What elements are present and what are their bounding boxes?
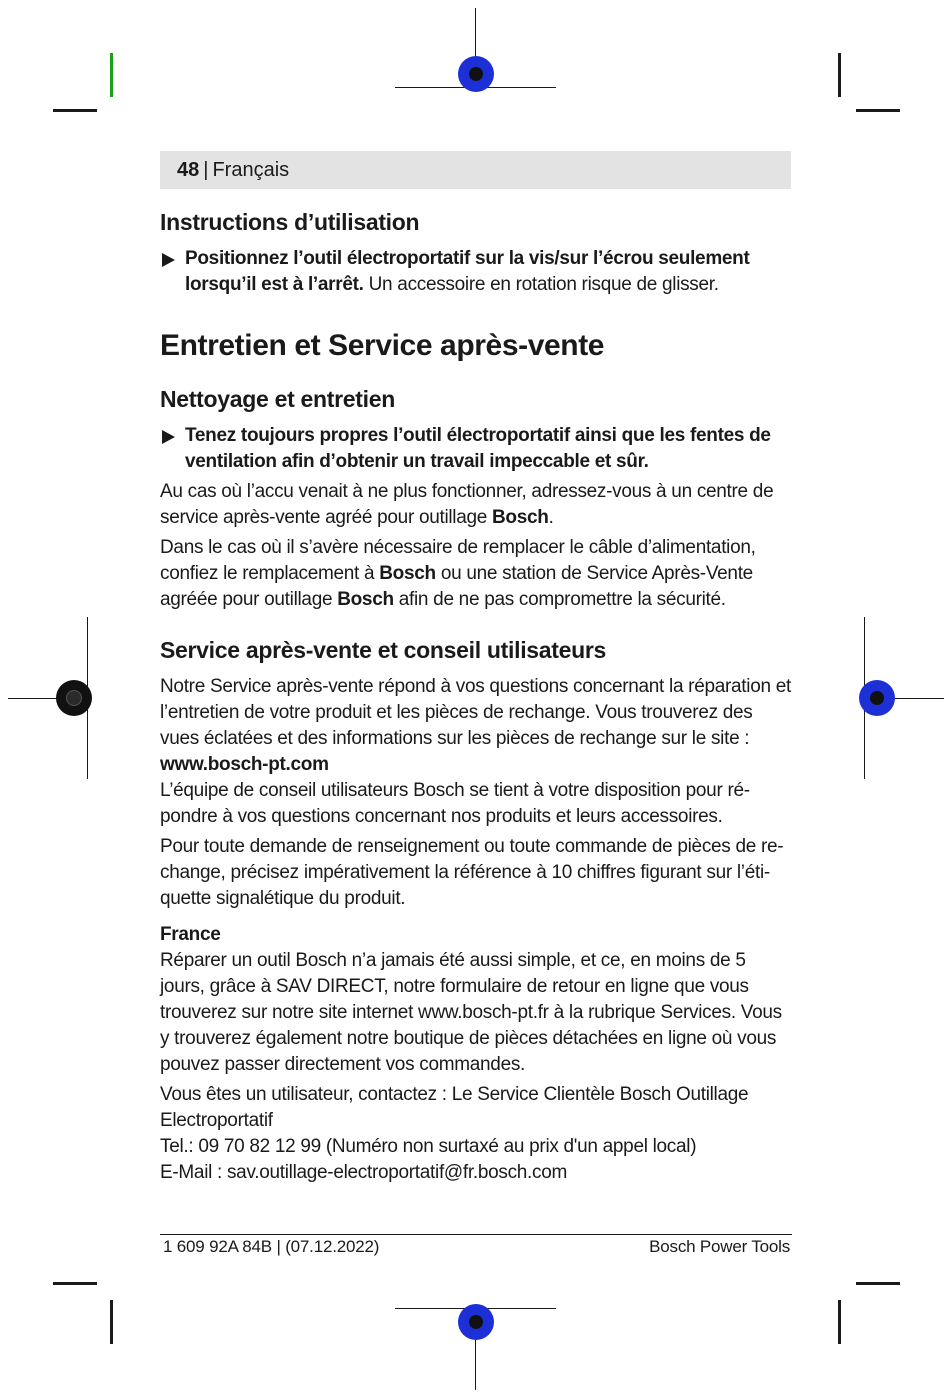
france-heading (160, 922, 792, 948)
crop-mark (838, 53, 841, 97)
paragraph: Réparer un outil Bosch n’a jamais été aussi simple, et ce, en moins de 5 jours, grâce à SAV DIRECT, notre formulaire de retour en ligne que vous trouverez sur notre site internet www.bosch-pt.fr à la rubrique Services. Vous y trouverez également notre boutique de pièces détachées en ligne où vous pouvez passer directement vos commandes. (160, 950, 782, 1075)
service-heading: Service après-vente et conseil utilisateurs (160, 637, 607, 663)
website-link[interactable] (160, 752, 792, 778)
paragraph: L’équipe de conseil utilisateurs Bosch se tient à votre disposition pour ré-pondre à vos questions concernant nos produits et leurs accessoires. (160, 780, 750, 827)
brand-text: Bosch (379, 563, 436, 584)
document-reference: 1 609 92A 84B | (07.12.2022) (163, 1237, 380, 1256)
maintenance-heading: Entretien et Service après-vente (160, 329, 605, 362)
paragraph: Pour toute demande de renseignement ou toute commande de pièces de re-change, précisez impérativement la référence à 10 chiffres figurant sur l’éti-quette signalétique du produit. (160, 836, 784, 909)
paragraph: Vous êtes un utilisateur, contactez : Le Service Clientèle Bosch Outillage Electroportatif (160, 1084, 749, 1131)
bullet-triangle-icon (162, 253, 175, 267)
paragraph (160, 535, 792, 613)
registration-mark (458, 56, 494, 92)
footer-divider (160, 1234, 792, 1235)
header-separator: | (203, 158, 209, 181)
registration-mark (56, 680, 92, 716)
bullet-bold-text: Tenez toujours propres l’outil électroportatif ainsi que les fentes de ventilation afin d’obtenir un travail impeccable et sûr. (185, 425, 771, 472)
page-header (160, 151, 791, 189)
website-text: www.bosch-pt.com (160, 754, 329, 775)
bullet-text: Un accessoire en rotation risque de glisser. (363, 274, 719, 295)
text: ou une station de Service Après-Vente agréée pour outillage (160, 563, 753, 610)
footer-brand: Bosch Power Tools (649, 1237, 790, 1256)
instructions-heading: Instructions d’utilisation (160, 209, 420, 235)
registration-mark (859, 680, 895, 716)
telephone: Tel.: 09 70 82 12 99 (Numéro non surtaxé au prix d'un appel local) (160, 1136, 697, 1157)
brand-text: Bosch (337, 589, 394, 610)
page-content (160, 205, 792, 1186)
instructions-bullet (160, 246, 792, 298)
page-number: 48 (177, 158, 200, 181)
text: Au cas où l’accu venait à ne plus fonctionner, adressez-vous à un centre de service après-vente agréé pour outillage (160, 481, 774, 528)
text: . (548, 507, 554, 528)
cleaning-heading: Nettoyage et entretien (160, 386, 395, 412)
paragraph: Notre Service après-vente répond à vos questions concernant la réparation et l’entretien de votre produit et les pièces de rechange. Vous trouverez des vues éclatées et des informations sur les pièces de rechange sur le site : (160, 676, 791, 749)
bullet-triangle-icon (162, 430, 175, 444)
language-label: Français (212, 158, 290, 181)
brand-text: Bosch (492, 507, 549, 528)
text: Dans le cas où il s’avère nécessaire de remplacer le câble d’alimentation, confiez le remplacement à (160, 537, 756, 584)
cleaning-bullet (160, 423, 792, 475)
crop-mark (838, 1300, 841, 1344)
crop-mark (856, 1282, 900, 1285)
bullet-bold-text: Positionnez l’outil électroportatif sur la vis/sur l’écrou seulement lorsqu’il est à l’arrêt. (185, 248, 750, 295)
text: afin de ne pas compromettre la sécurité. (393, 589, 726, 610)
crop-mark (110, 53, 113, 97)
paragraph (160, 479, 792, 531)
email: E-Mail : sav.outillage-electroportatif@fr.bosch.com (160, 1162, 568, 1183)
registration-mark (458, 1304, 494, 1340)
crop-mark (856, 109, 900, 112)
france-title: France (160, 924, 221, 945)
crop-mark (110, 1300, 113, 1344)
crop-mark (53, 109, 97, 112)
crop-mark (53, 1282, 97, 1285)
